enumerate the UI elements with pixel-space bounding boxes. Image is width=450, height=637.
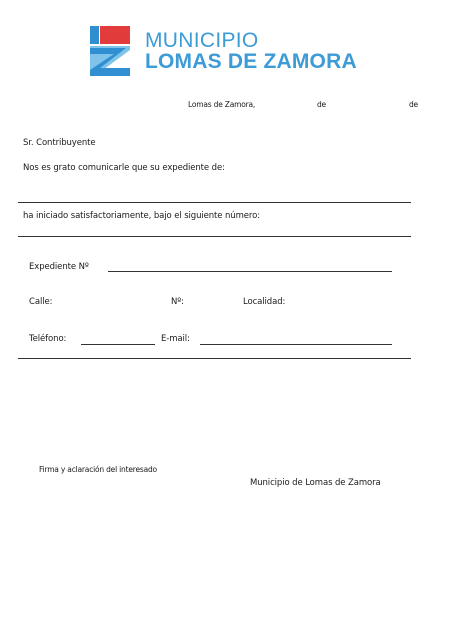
fields-bottom-line <box>18 358 411 359</box>
email-label: E-mail: <box>161 334 190 344</box>
greeting: Sr. Contribuyente <box>23 138 96 148</box>
header-de-1: de <box>317 100 326 109</box>
localidad-label: Localidad: <box>243 297 286 307</box>
logo-title-municipio: MUNICIPIO <box>145 29 259 52</box>
header-de-2: de <box>409 100 418 109</box>
telefono-field[interactable] <box>81 344 155 345</box>
logo-mark-top-left-block <box>90 26 99 44</box>
numero-label: Nº: <box>171 297 184 307</box>
body-line-2: ha iniciado satisfactoriamente, bajo el siguiente número: <box>23 211 260 221</box>
expediente-tipo-line <box>18 202 411 203</box>
firma-interesado-label: Firma y aclaración del interesado <box>39 465 157 474</box>
logo-mark-top-red-block <box>100 26 130 44</box>
firma-municipio-label: Municipio de Lomas de Zamora <box>250 478 381 488</box>
expediente-field[interactable] <box>108 271 392 272</box>
municipio-logo-mark-icon <box>90 26 130 76</box>
email-field[interactable] <box>200 344 392 345</box>
logo-title-lomas-de-zamora: LOMAS DE ZAMORA <box>145 50 357 73</box>
numero-line <box>18 236 411 237</box>
calle-label: Calle: <box>29 297 53 307</box>
header-place: Lomas de Zamora, <box>188 100 256 109</box>
expediente-label: Expediente Nº <box>29 262 89 272</box>
body-line-1: Nos es grato comunicarle que su expediente de: <box>23 163 225 173</box>
telefono-label: Teléfono: <box>29 334 67 344</box>
